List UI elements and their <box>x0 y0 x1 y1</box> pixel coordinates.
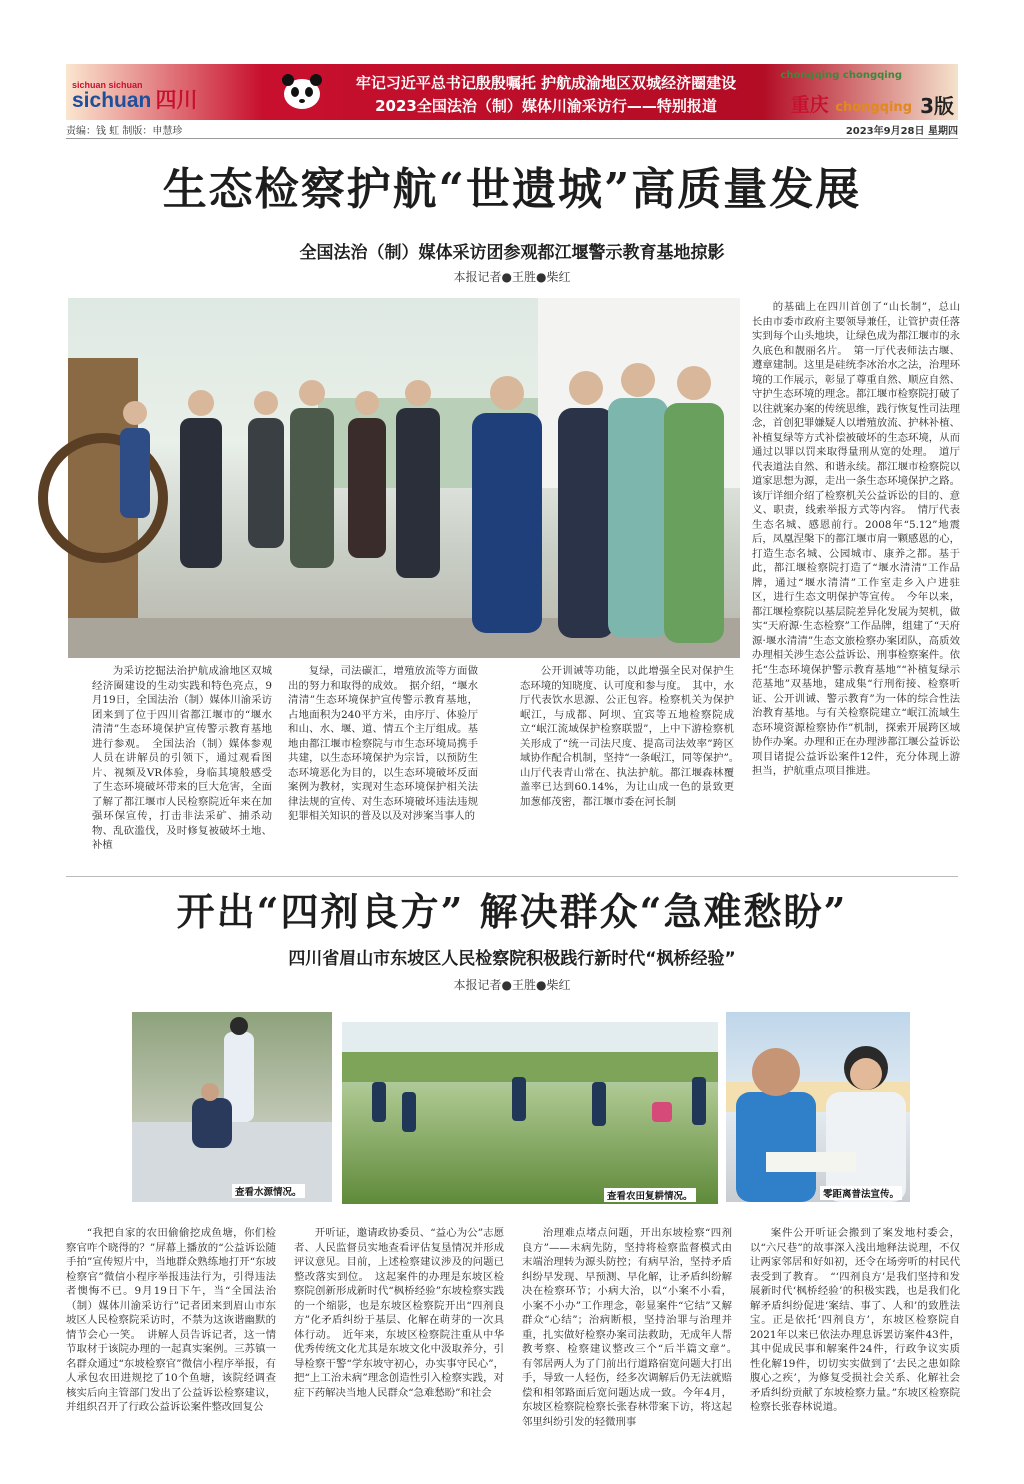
sichuan-logo <box>72 78 198 110</box>
article1-column-1 <box>92 664 272 866</box>
article2-photo-water <box>132 1012 332 1202</box>
section-divider <box>66 876 958 877</box>
article1-headline: 生态检察护航“世遗城”高质量发展 <box>162 164 862 215</box>
farmland-inspection-photo <box>342 1022 718 1204</box>
panda-icon <box>278 72 326 112</box>
banner-title-line2: 2023全国法治（制）媒体川渝采访行——特别报道 <box>375 97 717 115</box>
sichuan-logo-latin: sichuan <box>72 89 152 112</box>
sichuan-logo-cn: 四川 <box>155 89 198 112</box>
article2-byline: 本报记者●王胜●柴红 <box>453 978 571 992</box>
article1-column-2 <box>288 664 478 866</box>
article1-column-2-text: 复绿，司法碳汇，增殖放流等方面做出的努力和取得的成效。 据介绍，“堰水清清”生态环境保护宣传警示教育基地，占地面积为240平方米，由序厅、体验厅和山、水、堰、道、情五个主厅组成。基地由都江堰市检察院与市生态环境局携手共建，以生态环境保护为宗旨，以预防生态环境恶化为目的，以生态环境破坏反面案例为教材，实现对生态环境保护相关法律法规的宣传、对生态环境破坏违法违规犯罪相关知识的普及以及对涉案当事人的 <box>288 665 478 822</box>
article2-column-3-text: 治理难点堵点问题，开出东坡检察“四剂良方”——未病先防，坚持将检察监督模式由末端治理转为源头防控；有病早治，坚持矛盾纠纷早发现、早预测、早化解，让矛盾纠纷解决在检察环节；小病大治，以“小案不小看，小案不小办”工作理念，彰显案件“它结”又解群众“心结”；治病断根，坚持治罪与治理并重，扎实做好检察办案司法救助，无成年人帮教考察、检察建议整改三个“后半篇文章”。 有邻居两人为了门前出行道路宿宽问题大打出手，导致一人轻伤，经多次调解后仍无法就赔偿和相邻路面后宽问题达成一致。今年4月，东坡区检察院检察长张春林带案下访，将这起邻里纠纷引发的轻微刑事 <box>522 1227 743 1428</box>
legal-outreach-photo <box>726 1012 910 1202</box>
article2-column-2 <box>294 1226 504 1462</box>
article2-column-4 <box>750 1226 960 1462</box>
chongqing-logo-small: chongqing chongqing <box>780 70 902 81</box>
article1-right-column-text: 的基础上在四川首创了“山长制”，总山长由市委市政府主要领导兼任，让管护责任落实到每个山头地块，让绿色成为都江堰市的永久底色和靓丽名片。 第一厅代表师法古堰、遵章建制。这里是硅统李冰治水之法，治理环境的工作展示，彰显了尊重自然、顺应自然、守护生态环境的理念。都江堰市检察院打破了以往就案办案的传统思维，践行恢复性司法理念，首创犯罪嫌疑人以增殖放流、护林补植、补植复绿等方式补偿被破坏的生态环境，从而通过以罪以罚来取得量刑从宽的处理。 道厅代表道法自然、和谐永续。都江堰市检察院以道家思想为源，走出一条生态环境保护之路。该厅详细介绍了检察机关公益诉讼的目的、意义、职责，线索举报方式等内容。 情厅代表生态名城、感恩前行。2008年“5.12”地震后，凤凰涅槃下的都江堰市肩一颗感恩的心，打造生态名城、公园城市、康养之都。基于此，都江堰检察院打造了“堰水清清”工作品牌，通过“堰水清清”工作室走乡入户进驻区，进行生态文明保护等宣传。 今年以来，都江堰检察院以基层院差异化发展为契机，做实“天府源·生态检察”工作品牌，组建了“天府源·堰水清清”生态文旅检察办案团队，高质效办理相关涉生态公益诉讼、刑事检察案件。依托“生态环境保护警示教育基地”“补植复绿示范基地”双基地，建成集“行刑衔接、检察听证、公开训诫、警示教育”为一体的综合性法治教育基地。与有关检察院建立“岷江流域生态环境资源检察协作”机制，探索开展跨区域协作办案。办理和正在办理涉都江堰公益诉讼项目诸提公益诉讼案件12件，充分体现上游担当，护航重点项目推进。 <box>752 301 960 777</box>
article1-right-column <box>752 300 960 777</box>
article2-photo-field <box>342 1022 718 1204</box>
article2-column-3 <box>522 1226 743 1462</box>
article1-column-3 <box>520 664 745 866</box>
masthead-banner <box>66 64 958 120</box>
chongqing-logo-cn: 重庆 <box>790 94 829 116</box>
chongqing-logo-latin: chongqing <box>835 100 912 115</box>
banner-title-line1: 牢记习近平总书记殷殷嘱托 护航成渝地区双城经济圈建设 <box>355 74 737 92</box>
article2-column-1-text: “我把自家的农田偷偷挖成鱼塘，你们检察官咋个晓得的？”屏幕上播放的“公益诉讼随手拍”宣传短片中，当地群众熟练地打开“东坡检察官”微信小程序举报违法行为，引得违法者懊悔不已。9月19日下午，当“全国法治（制）媒体川渝采访行”记者团来到眉山市东坡区人民检察院采访时，不禁为这诙谐幽默的情节会心一笑。 讲解人员告诉记者，这一情节取材于该院办理的一起真实案例。三苏镇一名群众通过“东坡检察官”微信小程序举报，有人承包农田进规挖了10个鱼塘，该院经调查核实后向主管部门发出了公益诉讼检察建议，并组织召开了行政公益诉讼案件整改回复公 <box>66 1227 276 1413</box>
chongqing-logo <box>791 90 912 117</box>
sichuan-logo-small: sichuan sichuan <box>72 80 143 90</box>
water-inspection-photo <box>132 1012 332 1202</box>
article1-main-photo <box>68 298 740 658</box>
edition-number: 3版 <box>920 94 954 118</box>
article2-column-4-text: 案件公开听证会搬到了案发地村委会，以“六尺巷”的故事深入浅出地释法说理，不仅让两家邻居和好如初，还令在场旁听的村民代表受到了教育。 “‘四剂良方’是我们坚持和发展新时代‘枫桥经验’的积极实践，也是我们化解矛盾纠纷促进‘案结、事了、人和’的致胜法宝。正是依托‘四剂良方’，东坡区检察院自2021年以来已依法办理息诉罢访案件43件，其中促成民事和解案件24件，行政争议实质性化解19件，切切实实做到了‘去民之患如除腹心之疾’，为修复受损社会关系、化解社会矛盾纠纷贡献了东坡检察力量。”东坡区检察院检察长张春林说道。 <box>750 1227 960 1413</box>
editor-credits: 责编：钱 虹 制版：申慧珍 <box>66 126 183 137</box>
caption-water: 查看水源情况。 <box>232 1184 305 1198</box>
article2-subhead: 四川省眉山市东坡区人民检察院积极践行新时代“枫桥经验” <box>288 949 736 969</box>
article1-subhead: 全国法治（制）媒体采访团参观都江堰警示教育基地掠影 <box>299 243 725 263</box>
group-visit-photo <box>68 298 740 658</box>
article2-photo-outreach <box>726 1012 910 1202</box>
caption-field: 查看农田复耕情况。 <box>604 1188 696 1202</box>
article2-headline: 开出“四剂良方” 解决群众“急难愁盼” <box>176 889 848 934</box>
article1-column-1-text: 为采访挖掘法治护航成渝地区双城经济圈建设的生动实践和特色亮点，9月19日，全国法治（制）媒体川渝采访团来到了位于四川省都江堰市的“堰水清清”生态环境保护宣传警示教育基地进行参观。 全国法治（制）媒体参观人员在讲解员的引领下，通过观看图片、视频及VR体验，身临其境般感受了生态环境破坏带来的巨大危害，全面了解了都江堰市人民检察院近年来在加强环保宣传，打击非法采矿、捕杀动物、乱砍滥伐，及时修复被破坏土地、补植 <box>92 665 272 851</box>
article2-column-2-text: 开听证，邀请政协委员、“益心为公”志愿者、人民监督员实地查看评估复垦情况并形成评议意见。目前，上述检察建议涉及的问题已整改落实到位。 这起案件的办理是东坡区检察院创新形成新时代“枫桥经验”东坡检察实践的一个缩影，也是东坡区检察院开出“四剂良方”化矛盾纠纷于基层、化解在萌芽的一次具体行动。 近年来，东坡区检察院注重从中华优秀传统文化尤其是东坡文化中汲取养分，引导检察干警“学东坡守初心，办实事守民心”，把“上工治未病”理念创造性引入检察实践，对症下药解决当地人民群众“急难愁盼”和社会 <box>294 1227 504 1399</box>
issue-date: 2023年9月28日 星期四 <box>845 126 958 137</box>
article1-byline: 本报记者●王胜●柴红 <box>453 270 571 284</box>
caption-outreach: 零距离普法宣传。 <box>820 1186 902 1200</box>
header-divider <box>66 138 958 139</box>
article2-column-1 <box>66 1226 276 1462</box>
article1-column-3-text: 公开训诫等功能，以此增强全民对保护生态环境的知晓度、认可度和参与度。 其中，水厅代表饮水思源、公正包容。检察机关为保护岷江，与成都、阿坝、宜宾等五地检察院成立“岷江流域保护检察联盟”，上中下游检察机关形成了“统一司法尺度、提高司法效率”跨区域协作配合机制，坚持“一条岷江，同等保护”。 山厅代表青山常在、执法护航。都江堰森林覆盖率已达到60.14%，为让山成一色的景致更加葱郁茂密，都江堰市委在河长制 <box>520 665 745 808</box>
